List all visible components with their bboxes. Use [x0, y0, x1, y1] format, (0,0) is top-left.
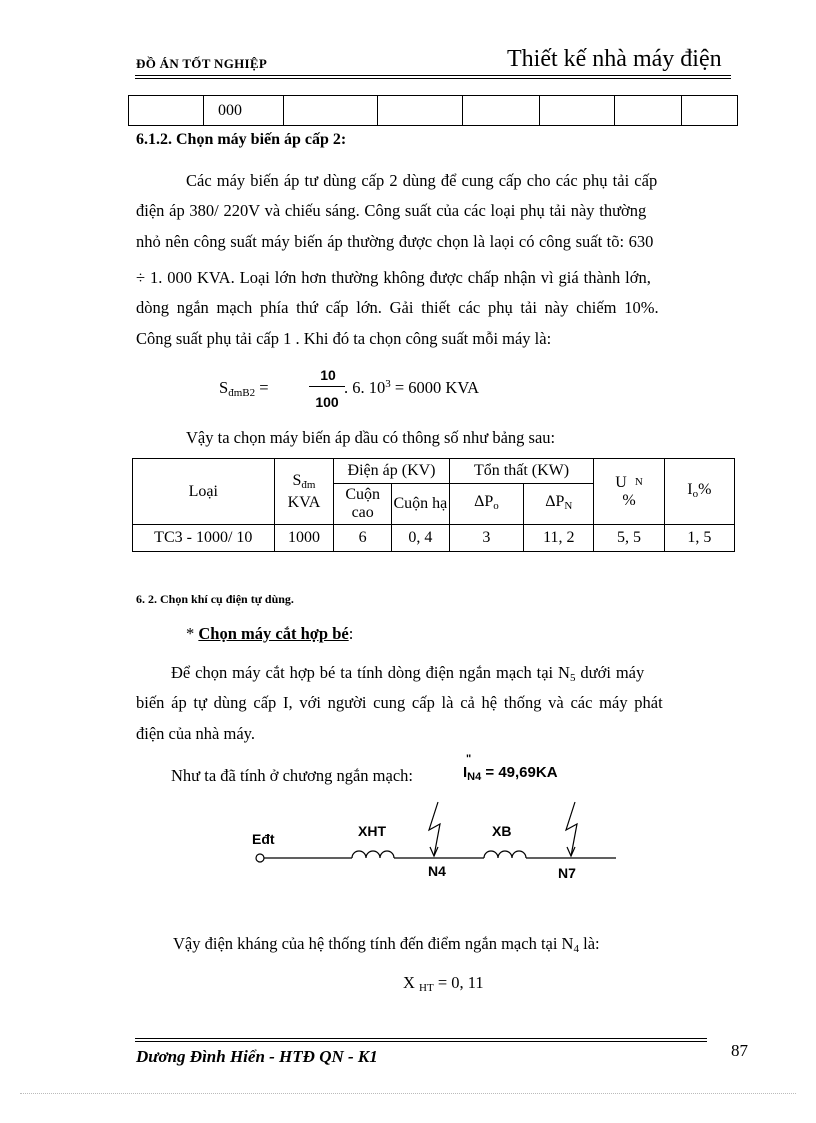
paragraph-line: Các máy biến áp tư dùng cấp 2 dùng để cung cấp cho các phụ tải cấp: [186, 171, 658, 190]
col-header-un: U N %: [594, 459, 664, 525]
paragraph-line: điện của nhà máy.: [136, 724, 255, 743]
paragraph-line: dòng ngắn mạch phía thứ cấp lớn. Gải thiết các phụ tải này chiếm 10%.: [136, 298, 659, 317]
paragraph-line: Công suất phụ tải cấp 1 . Khi đó ta chọn công suất mỗi máy là:: [136, 329, 552, 348]
table-cell: 11, 2: [524, 525, 594, 552]
footer-author: Dương Đình Hiển - HTĐ QN - K1: [136, 1047, 378, 1066]
col-header-dpn: $\Delta P_N$: [524, 484, 594, 525]
formula-text: . 6. 10: [344, 378, 386, 397]
label-n4: N4: [428, 863, 446, 879]
footer-rule-double: [135, 1041, 707, 1042]
footer-rule: [135, 1038, 707, 1039]
paragraph-line: Để chọn máy cắt hợp bé ta tính dòng điện ngắn mạch tại $N_5$ dưới máy: [171, 663, 645, 684]
formula-subscript: đmB2: [228, 387, 256, 399]
table-cell: [283, 96, 378, 126]
source-terminal: [256, 854, 264, 862]
formula-symbol: S: [219, 378, 229, 397]
header-rule-double: [135, 78, 731, 79]
table-cell: 3: [449, 525, 523, 552]
page-edge-divider: [20, 1093, 796, 1094]
table-cell: 000: [204, 96, 284, 126]
header-right-title: Thiết kế nhà máy điện: [507, 46, 722, 72]
formula-equals: =: [259, 378, 269, 397]
table-row: [129, 96, 738, 126]
col-header-dpo: $\Delta P_o$: [449, 484, 523, 525]
section-heading-612: 6.1.2. Chọn máy biến áp cấp 2:: [136, 131, 347, 148]
label-xht: XHT: [358, 823, 386, 839]
transformer-spec-table: [132, 458, 735, 552]
table-cell: [463, 96, 540, 126]
fraction-denominator: 100: [315, 394, 339, 410]
table-cell: 6: [334, 525, 392, 552]
table-cell: 1000: [274, 525, 334, 552]
table-cell: 1, 5: [664, 525, 734, 552]
calc-formula: I " $_{N4}$ = 49,69KA: [463, 753, 558, 783]
col-header-ton-that: Tổn thất (KW): [449, 459, 594, 484]
table-intro: Vậy ta chọn máy biến áp dầu có thông số như bảng sau:: [186, 428, 556, 447]
table-cell: [682, 96, 738, 126]
continued-table: [128, 95, 738, 126]
fraction-numerator: 10: [320, 367, 336, 383]
subsection-heading: * Chọn máy cắt hợp bé:: [186, 624, 354, 643]
calc-line: Như ta đã tính ở chương ngắn mạch:: [171, 766, 413, 785]
header-left-title: ĐỒ ÁN TỐT NGHIỆP: [136, 56, 268, 71]
label-xb: XB: [492, 823, 512, 839]
col-header-loai: Loại: [133, 459, 275, 525]
page-number: 87: [731, 1041, 748, 1060]
paragraph-line: nhỏ nên công suất máy biến áp thường được chọn là laọi có công suất tõ: 630: [136, 232, 654, 251]
table-row: [133, 525, 735, 552]
col-header-io: $I_o\%$: [664, 459, 734, 525]
header-rule: [135, 75, 731, 76]
reactance-line: Vậy điện kháng của hệ thống tính đến điểm ngắn mạch tại $N_4$ là:: [173, 934, 600, 955]
formula-exponent: 3: [385, 378, 391, 390]
reactance-value: X $_{HT}$ = 0, 11: [403, 973, 484, 994]
label-n7: N7: [558, 865, 576, 881]
col-header-cuon-ha: Cuộn hạ: [392, 484, 450, 525]
table-cell: 0, 4: [392, 525, 450, 552]
inductor-xb: [484, 851, 526, 858]
table-cell: 5, 5: [594, 525, 664, 552]
short-circuit-diagram: [248, 800, 620, 890]
formula-text: = 6000 KVA: [390, 378, 480, 397]
col-header-cuon-cao: Cuộn cao: [334, 484, 392, 525]
paragraph-line: ÷ 1. 000 KVA. Loại lớn hơn thường không được chấp nhận vì giá thành lớn,: [136, 268, 651, 287]
table-cell: [129, 96, 204, 126]
label-edt: Eđt: [252, 831, 275, 847]
formula-result: [344, 378, 479, 398]
table-cell: [378, 96, 463, 126]
table-cell: [540, 96, 615, 126]
table-cell: [615, 96, 682, 126]
col-header-sdm: $S_{đm}$ KVA: [274, 459, 334, 525]
col-header-dien-ap: Điện áp (KV): [334, 459, 449, 484]
table-cell: TC3 - 1000/ 10: [133, 525, 275, 552]
section-heading-62: 6. 2. Chọn khí cụ điện tự dùng.: [136, 592, 294, 606]
inductor-xht: [352, 851, 394, 858]
paragraph-line: biến áp tự dùng cấp I, với người cung cấp là cả hệ thống và các máy phát: [136, 693, 663, 712]
formula-sdm-b2: [219, 378, 269, 399]
paragraph-line: điện áp 380/ 220V và chiếu sáng. Công suất của các loại phụ tải này thường: [136, 201, 647, 220]
fraction-bar: [309, 386, 345, 387]
